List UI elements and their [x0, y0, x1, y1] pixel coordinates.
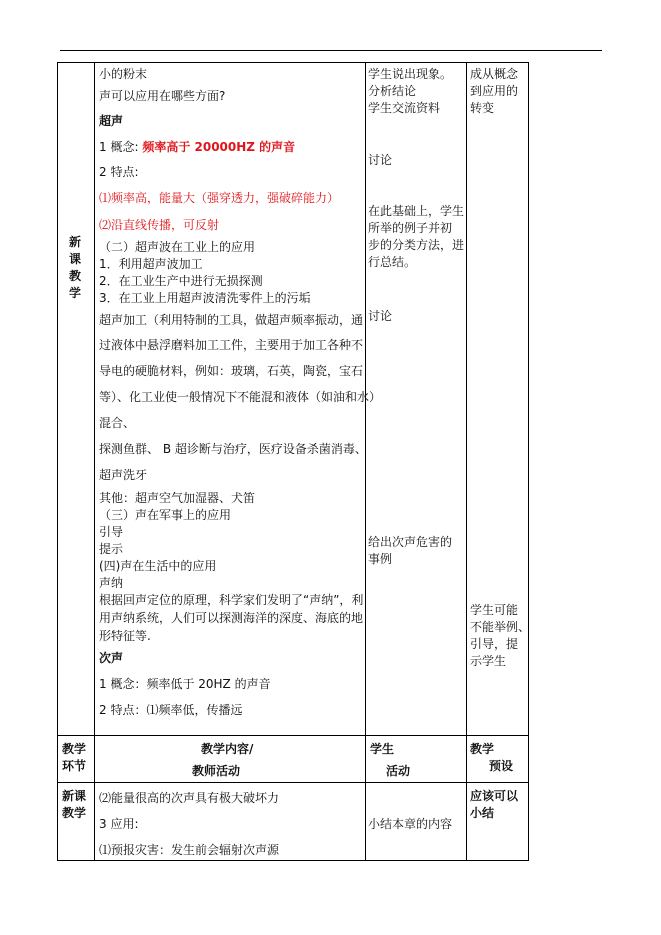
top-rule: [60, 50, 602, 51]
bottom-content-line: ⑵能量很高的次声具有极大破坏力: [99, 791, 280, 805]
bottom-stage-line: 新课: [62, 789, 87, 803]
student-line: 学生说出现象。: [368, 67, 453, 81]
student-line: 讨论: [368, 309, 393, 323]
header-student-line: 学生: [370, 742, 395, 756]
student-line: 给出次声危害的: [368, 535, 453, 549]
preset-line: 引导，提: [470, 637, 519, 651]
concept-definition: 频率高于 20000HZ 的声音: [142, 140, 296, 154]
student-line: 分析结论: [368, 84, 417, 98]
preset-line: 学生可能: [470, 603, 519, 617]
content-line: 声纳: [99, 576, 124, 590]
content-line: 小的粉末: [99, 67, 148, 81]
section-label-char: 学: [68, 286, 81, 300]
subheading-infrasound: 次声: [99, 651, 124, 665]
header-preset-line: 预设: [489, 759, 514, 773]
student-line: 学生交流资料: [368, 101, 441, 115]
content-line: 等）、化工业使一般情况下不能混和液体（如油和水）: [99, 390, 382, 404]
section-label: [57, 234, 93, 302]
student-line: 行总结。: [368, 255, 417, 269]
content-line-highlight: ⑵沿直线传播，可反射: [99, 218, 220, 232]
content-line: 导电的硬脆材料，例如：玻璃，石英，陶瓷，宝石: [99, 364, 364, 378]
content-line: 超声加工（利用特制的工具，做超声频率振动，通: [99, 313, 364, 327]
bottom-student-line: 小结本章的内容: [368, 817, 453, 831]
content-line: 其他：超声空气加湿器、犬笛: [99, 491, 256, 505]
section-label-char: 教: [68, 269, 81, 283]
content-line: 形特征等.: [99, 629, 151, 643]
content-line: 用声纳系统，人们可以探测海洋的深度、海底的地: [99, 611, 364, 625]
content-line: 探测鱼群、 B 超诊断与治疗，医疗设备杀菌消毒、: [99, 442, 367, 456]
content-line: 1．利用超声波加工: [99, 257, 203, 271]
concept-label: [99, 138, 295, 155]
content-line: 1 概念：频率低于 20HZ 的声音: [99, 677, 271, 691]
header-stage-line: 教学: [62, 742, 87, 756]
content-line: 2 特点:: [99, 165, 139, 179]
student-line: 步的分类方法，进: [368, 238, 465, 252]
bottom-content-line: ⑴预报灾害：发生前会辐射次声源: [99, 843, 280, 857]
content-line: 2．在工业生产中进行无损探测: [99, 274, 263, 288]
subheading-ultrasound: 超声: [99, 114, 124, 128]
concept-number: 1 概念:: [99, 140, 139, 154]
student-line: 在此基础上，学生: [368, 204, 465, 218]
content-line: 混合、: [99, 416, 136, 430]
header-stage-line: 环节: [62, 759, 87, 773]
section-label-char: 课: [68, 252, 81, 266]
bottom-content-line: 3 应用:: [99, 817, 139, 831]
content-line: 提示: [99, 542, 124, 556]
content-line: 超声洗牙: [99, 468, 148, 482]
preset-line: 不能举例、: [470, 620, 531, 634]
preset-line: 成从概念: [470, 67, 519, 81]
header-preset-line: 教学: [470, 742, 495, 756]
bottom-preset-line: 小结: [470, 806, 495, 820]
content-line: 过液体中悬浮磨料加工工件，主要用于加工各种不: [99, 338, 364, 352]
content-line: 2 特点：⑴频率低，传播远: [99, 703, 243, 717]
content-line: （二）超声波在工业上的应用: [99, 240, 256, 254]
header-content-line: 教学内容/: [201, 742, 254, 756]
header-content-line: 教师活动: [192, 764, 241, 778]
content-line: 引导: [99, 525, 124, 539]
header-student-line: 活动: [386, 764, 411, 778]
content-line: (四)声在生活中的应用: [99, 559, 217, 573]
section-label-char: 新: [68, 235, 81, 249]
content-line: 3．在工业上用超声波清洗零件上的污垢: [99, 291, 311, 305]
content-line: 根据回声定位的原理，科学家们发明了“声纳”，利: [99, 593, 364, 607]
preset-line: 转变: [470, 101, 495, 115]
bottom-preset-line: 应该可以: [470, 789, 519, 803]
student-line: 事例: [368, 552, 393, 566]
bottom-stage-line: 教学: [62, 806, 87, 820]
student-line: 讨论: [368, 153, 393, 167]
content-line: 声可以应用在哪些方面?: [99, 89, 226, 103]
student-line: 所举的例子并初: [368, 221, 453, 235]
text-layer: [57, 62, 531, 862]
content-line: （三）声在军事上的应用: [99, 508, 232, 522]
content-line-highlight: ⑴频率高，能量大（强穿透力，强破碎能力）: [99, 191, 340, 205]
preset-line: 到应用的: [470, 84, 519, 98]
preset-line: 示学生: [470, 654, 507, 668]
